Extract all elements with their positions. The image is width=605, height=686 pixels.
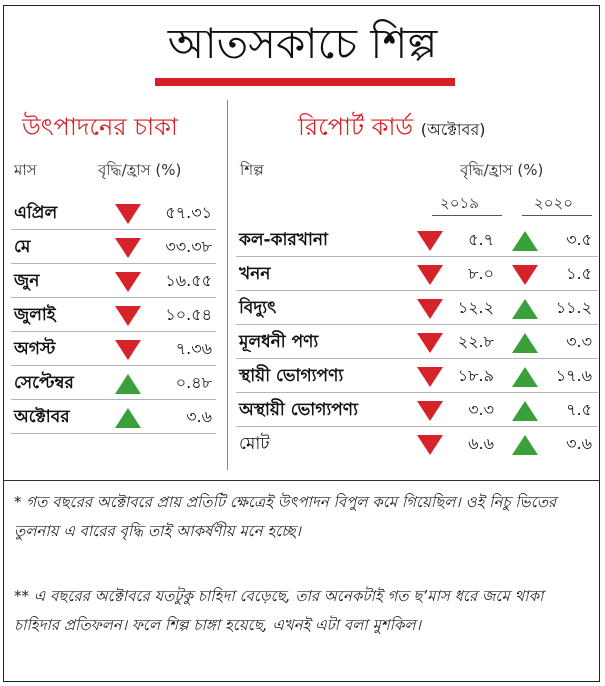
month-change-value: ১০.৫৪ — [165, 305, 212, 324]
industry-2019-trend-down-arrow-icon — [417, 299, 443, 319]
industry-2020-value: ৩.৩ — [566, 332, 592, 351]
industry-row — [236, 325, 598, 359]
right-heading-text: রিপোর্ট কার্ড — [298, 113, 414, 141]
industry-2020-trend-up-arrow-icon — [512, 333, 538, 353]
industry-label: স্থায়ী ভোগ্যপণ্য — [239, 366, 344, 386]
month-trend-down-arrow-icon — [115, 272, 141, 292]
month-change-value: ৩.৬ — [186, 407, 212, 426]
industry-label: মোট — [239, 434, 270, 454]
industry-2019-trend-down-arrow-icon — [417, 265, 443, 285]
industry-2020-trend-up-arrow-icon — [512, 299, 538, 319]
right-heading-note: (অক্টোবর) — [420, 120, 486, 139]
month-label: অগস্ট — [14, 339, 56, 359]
month-label: অক্টোবর — [14, 407, 70, 427]
month-label: মে — [14, 237, 31, 257]
month-row — [11, 400, 216, 434]
month-change-value: ৩৩.৩৮ — [165, 237, 212, 256]
month-row — [11, 196, 216, 230]
month-row — [11, 366, 216, 400]
industry-2019-value: ৮.০ — [468, 264, 494, 283]
industry-2020-value: ৩.৫ — [566, 230, 592, 249]
month-label: এপ্রিল — [14, 203, 58, 223]
month-trend-up-arrow-icon — [115, 374, 141, 394]
month-column-header: মাস — [14, 161, 37, 179]
industry-2020-value: ১১.২ — [555, 298, 592, 317]
industry-2019-value: ৩.৩ — [468, 400, 494, 419]
month-label: জুলাই — [14, 305, 56, 325]
month-trend-down-arrow-icon — [115, 306, 141, 326]
industry-row — [236, 257, 598, 291]
industry-row — [236, 291, 598, 325]
year-2020-label: ২০২০ — [534, 194, 574, 212]
industry-row — [236, 359, 598, 393]
month-label: সেপ্টেম্বর — [14, 373, 74, 393]
month-change-value: ১৬.৫৫ — [165, 271, 212, 290]
industry-2019-value: ১২.২ — [457, 298, 494, 317]
industry-2019-value: ২২.৮ — [457, 332, 494, 351]
industry-2019-value: ১৮.৯ — [457, 366, 494, 385]
industry-2020-value: ১.৫ — [566, 264, 592, 283]
month-row — [11, 230, 216, 264]
industry-label: কল-কারখানা — [239, 230, 328, 250]
month-row — [11, 332, 216, 366]
left-change-column-header: বৃদ্ধি/হ্রাস (%) — [98, 161, 182, 179]
industry-2019-value: ৫.৭ — [468, 230, 494, 249]
industry-2019-trend-down-arrow-icon — [417, 367, 443, 387]
column-divider — [227, 100, 228, 470]
year-2019-underline — [432, 215, 502, 216]
month-change-value: ৭.৩৬ — [175, 339, 212, 358]
year-2020-underline — [522, 215, 592, 216]
industry-2020-value: ৩.৬ — [566, 434, 592, 453]
right-heading — [298, 112, 486, 145]
month-row — [11, 298, 216, 332]
footnote-2: ** এ বছরের অক্টোবরে যতটুকু চাহিদা বেড়েছে, তার অনেকটাই গত ছ’মাস ধরে জমে থাকা চাহিদার প্রতিফলন। ফলে শিল্প চাঙ্গা হয়েছে, এখনই এটা বলা মুশকিল। — [14, 587, 544, 634]
industry-2019-trend-down-arrow-icon — [417, 435, 443, 455]
left-heading: উৎপাদনের চাকা — [22, 113, 178, 141]
industry-label: খনন — [239, 264, 271, 284]
industry-2020-trend-up-arrow-icon — [512, 435, 538, 455]
industry-2019-trend-down-arrow-icon — [417, 401, 443, 421]
industry-2019-trend-down-arrow-icon — [417, 231, 443, 251]
industry-2019-trend-down-arrow-icon — [417, 333, 443, 353]
month-trend-up-arrow-icon — [115, 408, 141, 428]
notes-divider — [3, 480, 600, 481]
industry-2019-value: ৬.৬ — [468, 434, 494, 453]
industry-row — [236, 427, 598, 461]
month-trend-down-arrow-icon — [115, 204, 141, 224]
month-trend-down-arrow-icon — [115, 340, 141, 360]
industry-label: বিদ্যুৎ — [239, 298, 277, 318]
month-change-value: ৫৭.৩১ — [165, 203, 212, 222]
industry-2020-trend-up-arrow-icon — [512, 401, 538, 421]
industry-2020-trend-up-arrow-icon — [512, 231, 538, 251]
month-trend-down-arrow-icon — [115, 238, 141, 258]
industry-row — [236, 223, 598, 257]
footnote-1: * গত বছরের অক্টোবরে প্রায় প্রতিটি ক্ষেত্রেই উৎপাদন বিপুল কমে গিয়েছিল। ওই নিচু ভিতের তুলনায় এ বারের বৃদ্ধি তাই আকর্ষণীয় মনে হচ্ছে। — [14, 493, 557, 540]
page-title: আতসকাচে শিল্প — [167, 19, 438, 68]
title-underline — [155, 78, 455, 86]
month-label: জুন — [14, 271, 40, 291]
industry-2020-value: ১৭.৬ — [555, 366, 592, 385]
right-change-column-header: বৃদ্ধি/হ্রাস (%) — [460, 161, 544, 179]
industry-2020-value: ৭.৫ — [566, 400, 592, 419]
industry-2020-trend-down-arrow-icon — [512, 265, 538, 285]
industry-row — [236, 393, 598, 427]
industry-label: মূলধনী পণ্য — [239, 332, 319, 352]
year-2019-label: ২০১৯ — [440, 194, 479, 212]
month-row — [11, 264, 216, 298]
industry-column-header: শিল্প — [240, 161, 264, 179]
industry-2020-trend-up-arrow-icon — [512, 367, 538, 387]
industry-label: অস্থায়ী ভোগ্যপণ্য — [239, 400, 359, 420]
month-change-value: ০.৪৮ — [175, 373, 212, 392]
